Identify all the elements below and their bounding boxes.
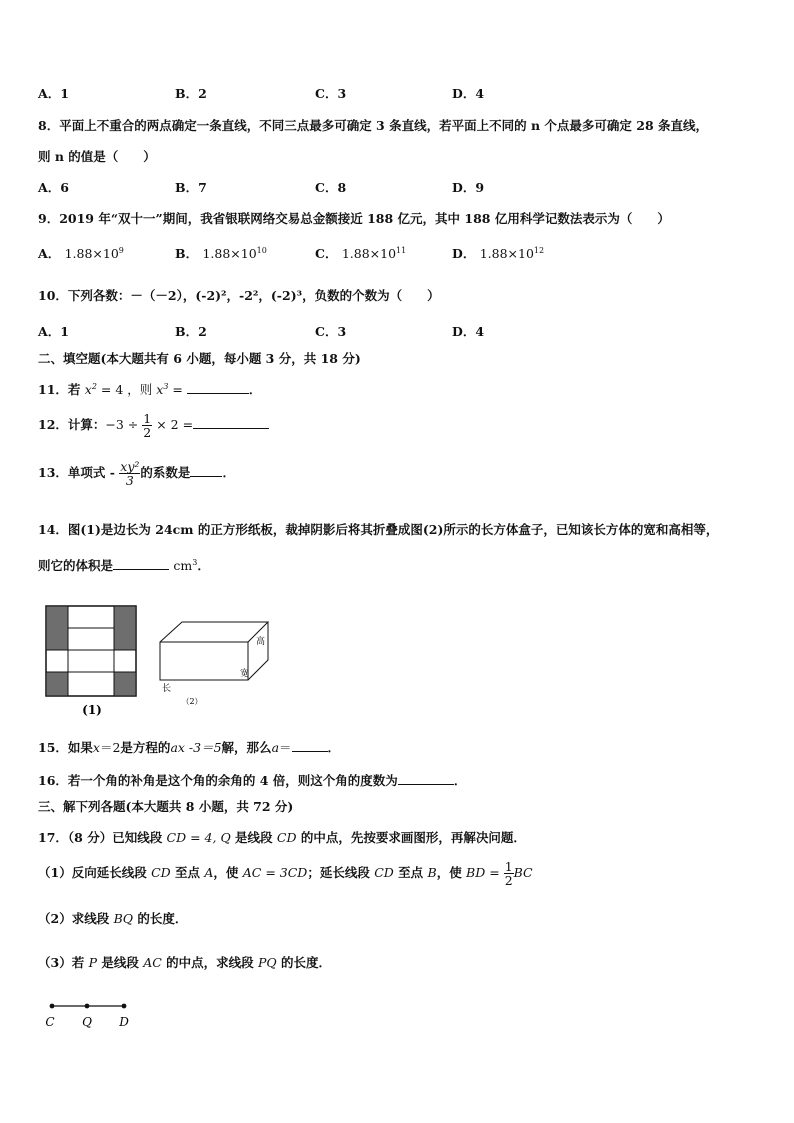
- section-2-heading: 二、填空题(本大题共有 6 小题，每小题 3 分，共 18 分): [38, 351, 361, 366]
- q14-stem-line2: 则它的体积是 $cm^3$．: [38, 557, 210, 573]
- q9-options: [38, 244, 598, 266]
- q9-option-c: C． $1.88\times 10^{11}$: [315, 245, 407, 261]
- label-wide: 宽: [240, 669, 250, 679]
- q12: 12．计算：−3 ÷ $\frac{1}{2}$ × 2 =: [38, 412, 269, 439]
- q7-option-d: D．4: [452, 86, 485, 101]
- point-q: [85, 1004, 90, 1009]
- shaded-corner: [46, 672, 68, 696]
- q8-option-c: C．8: [315, 180, 347, 195]
- q10-option-a: A．1: [38, 324, 69, 339]
- point-c: [50, 1004, 55, 1009]
- q7-option-a: A．1: [38, 86, 69, 101]
- label-long: 长: [162, 684, 172, 694]
- q17-part-2: （2）求线段 BQ 的长度．: [38, 911, 188, 926]
- section-3-heading: 三、解下列各题(本大题共 8 小题，共 72 分): [38, 799, 294, 814]
- q17-fraction: $\frac{1}{2}$: [504, 859, 513, 889]
- q9-option-d: D． $1.88\times 10^{12}$: [452, 245, 545, 261]
- q14-answer-blank: [113, 557, 169, 570]
- q13-fraction: $\frac{\text{xy²}}{3}$: [120, 459, 140, 489]
- q7-option-b: B．2: [175, 86, 207, 101]
- q9-option-a: A． $1.88\times 10^9$: [38, 245, 124, 261]
- q10-option-b: B．2: [175, 324, 207, 339]
- shaded-corner: [114, 672, 136, 696]
- q16-answer-blank: [398, 772, 454, 785]
- q17-part-3: （3）若 P 是线段 AC 的中点，求线段 PQ 的长度．: [38, 955, 332, 970]
- q10-option-c: C．3: [315, 324, 347, 339]
- figure-1-square-board: [44, 604, 140, 720]
- q17-part-1: （1）反向延长线段 CD 至点 A，使 AC = 3CD；延长线段 CD 至点 B，使 BD = $\frac{1}{2}$ BC: [38, 859, 533, 889]
- q13-answer-blank: [190, 464, 222, 477]
- point-d-label: D: [119, 1015, 129, 1029]
- q13: 13．单项式 - $\frac{\text{xy²}}{3}$ 的系数是 ．: [38, 459, 235, 489]
- q8-option-b: B．7: [175, 180, 207, 195]
- figure-1-caption: (1): [82, 703, 102, 717]
- q8-options: [38, 178, 598, 196]
- point-d: [122, 1004, 127, 1009]
- point-q-label: Q: [82, 1015, 92, 1029]
- q11: 11．若 $x^2 = 4$ ，则 $x^3$ = ．: [38, 381, 262, 397]
- q12-answer-blank: [193, 416, 269, 429]
- q8-option-a: A．6: [38, 180, 69, 195]
- shaded-corner: [46, 606, 68, 650]
- q15: 15．如果x＝2是方程的ax -3＝5解，那么a＝ ．: [38, 740, 341, 755]
- q10-stem: 10．下列各数：－（－2），(-2)²，-2²，(-2)³，负数的个数为（ ）: [38, 288, 440, 303]
- q7-options: [38, 84, 598, 102]
- q12-fraction: $\frac{1}{2}$: [143, 411, 152, 441]
- q7-option-c: C．3: [315, 86, 347, 101]
- segment-cd-figure: [40, 998, 140, 1034]
- q8-stem-line1: 8．平面上不重合的两点确定一条直线，不同三点最多可确定 3 条直线，若平面上不同的 n 个点最多可确定 28 条直线，: [38, 118, 708, 133]
- q10-options: [38, 322, 598, 340]
- label-high: 高: [256, 637, 266, 647]
- q14-stem-line1: 14．图(1)是边长为 24cm 的正方形纸板，裁掉阴影后将其折叠成图(2)所示的长方体盒子，已知该长方体的宽和高相等，: [38, 522, 719, 537]
- point-c-label: C: [45, 1015, 55, 1029]
- figure-2-caption: （2）: [181, 697, 203, 706]
- q11-answer-blank: [187, 381, 249, 394]
- q17-intro: 17．（8 分）已知线段 CD = 4, Q 是线段 CD 的中点，先按要求画图形，再解决问题．: [38, 830, 526, 845]
- figure-2-cuboid-box: [156, 618, 276, 708]
- q9-option-b: B． $1.88\times 10^{10}$: [175, 245, 267, 261]
- q9-stem: 9．2019 年“双十一”期间，我省银联网络交易总金额接近 188 亿元，其中 188 亿用科学记数法表示为（ ）: [38, 211, 670, 226]
- q8-option-d: D．9: [452, 180, 485, 195]
- q10-option-d: D．4: [452, 324, 485, 339]
- q16: 16．若一个角的补角是这个角的余角的 4 倍，则这个角的度数为 ．: [38, 773, 467, 788]
- shaded-corner: [114, 606, 136, 650]
- q8-stem-line2: 则 n 的值是（ ）: [38, 149, 156, 164]
- q15-answer-blank: [292, 739, 328, 752]
